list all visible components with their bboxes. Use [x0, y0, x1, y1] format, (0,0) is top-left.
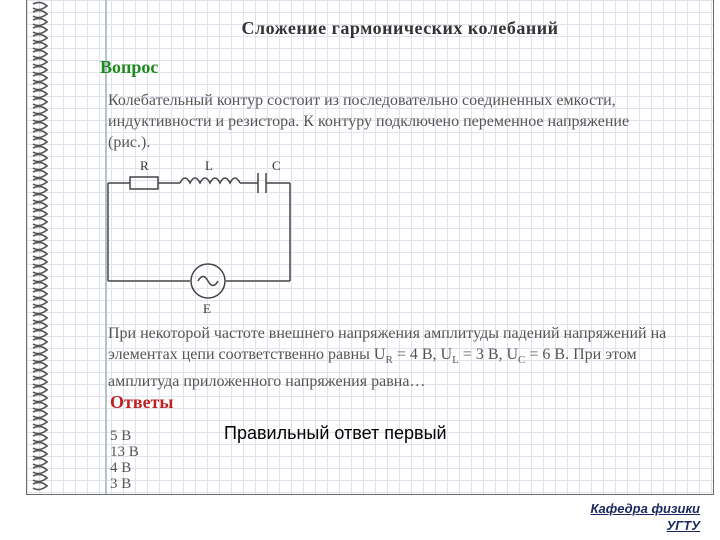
label-e: E — [203, 301, 211, 316]
answer-option[interactable]: 13 В — [110, 444, 139, 460]
answers-list — [110, 428, 139, 492]
spiral-coil — [33, 226, 47, 233]
spiral-coil — [33, 26, 47, 33]
spiral-coil — [33, 402, 47, 409]
spiral-coil — [33, 354, 47, 361]
label-r: R — [140, 158, 149, 173]
spiral-coil — [33, 330, 47, 337]
spiral-coil — [33, 58, 47, 65]
circuit-diagram — [100, 150, 310, 320]
spiral-coil — [33, 138, 47, 145]
spiral-coil — [33, 458, 47, 465]
spiral-coil — [33, 202, 47, 209]
spiral-coil — [33, 282, 47, 289]
spiral-coil — [33, 386, 47, 393]
spiral-coil — [33, 82, 47, 89]
spiral-coil — [33, 10, 47, 17]
answer-option[interactable]: 4 В — [110, 460, 132, 476]
spiral-coil — [33, 378, 47, 385]
spiral-coil — [33, 42, 47, 49]
spiral-coil — [33, 2, 47, 9]
correct-answer-note: Правильный ответ первый — [224, 423, 447, 443]
spiral-coil — [33, 306, 47, 313]
spiral-coil — [33, 410, 47, 417]
spiral-coil — [33, 418, 47, 425]
spiral-coil — [33, 186, 47, 193]
spiral-coil — [33, 122, 47, 129]
spiral-coil — [33, 346, 47, 353]
label-l: L — [205, 158, 213, 173]
spiral-coil — [33, 482, 47, 489]
credit-line-2: УГТУ — [666, 518, 700, 533]
spiral-coil — [33, 274, 47, 281]
spiral-coil — [33, 50, 47, 57]
spiral-coil — [33, 242, 47, 249]
spiral-coil — [33, 146, 47, 153]
spiral-coil — [33, 450, 47, 457]
inductor-symbol — [180, 178, 240, 183]
answer-option[interactable]: 5 В — [110, 428, 132, 444]
spiral-coil — [33, 266, 47, 273]
answers-heading: Ответы — [110, 392, 174, 412]
spiral-coil — [33, 74, 47, 81]
spiral-coil — [33, 34, 47, 41]
answer-option[interactable]: 3 В — [110, 476, 132, 492]
spiral-coil — [33, 338, 47, 345]
spiral-coil — [33, 178, 47, 185]
spiral-coil — [33, 194, 47, 201]
resistor-symbol — [130, 177, 158, 189]
spiral-coil — [33, 250, 47, 257]
notebook-spiral — [27, 0, 75, 494]
spiral-coil — [33, 210, 47, 217]
department-credit — [591, 500, 700, 534]
spiral-coil — [33, 18, 47, 25]
spiral-coil — [33, 298, 47, 305]
spiral-coil — [33, 170, 47, 177]
spiral-coil — [33, 66, 47, 73]
question-text: Колебательный контур состоит из последовательно соединенных емкости, индуктивности и резистора. К контуру подключено переменное напряжение (рис.). — [108, 92, 630, 151]
spiral-coil — [33, 426, 47, 433]
spiral-coil — [33, 234, 47, 241]
page-title: Сложение гармонических колебаний — [241, 18, 559, 38]
spiral-coil — [33, 98, 47, 105]
spiral-coil — [33, 106, 47, 113]
spiral-coil — [33, 362, 47, 369]
spiral-coil — [33, 474, 47, 481]
label-c: C — [272, 158, 281, 173]
spiral-coil — [33, 114, 47, 121]
question-heading: Вопрос — [100, 57, 159, 77]
spiral-coil — [33, 394, 47, 401]
spiral-coil — [33, 258, 47, 265]
spiral-coil — [33, 90, 47, 97]
question-condition: При некоторой частоте внешнего напряжения амплитуды падений напряжений на элементах цепи соответственно равны $U_R = 4$ В, $U_L = 3$ В, $U_C = 6$ В. При этом амплитуда приложенного напряжения равна… — [108, 325, 667, 391]
spiral-coil — [33, 290, 47, 297]
spiral-coil — [33, 130, 47, 137]
spiral-coil — [33, 442, 47, 449]
spiral-coil — [33, 218, 47, 225]
spiral-coil — [33, 434, 47, 441]
spiral-coil — [33, 322, 47, 329]
spiral-coil — [33, 370, 47, 377]
spiral-coil — [33, 162, 47, 169]
spiral-coil — [33, 154, 47, 161]
spiral-coil — [33, 314, 47, 321]
spiral-coil — [33, 466, 47, 473]
credit-line-1: Кафедра физики — [590, 501, 700, 516]
